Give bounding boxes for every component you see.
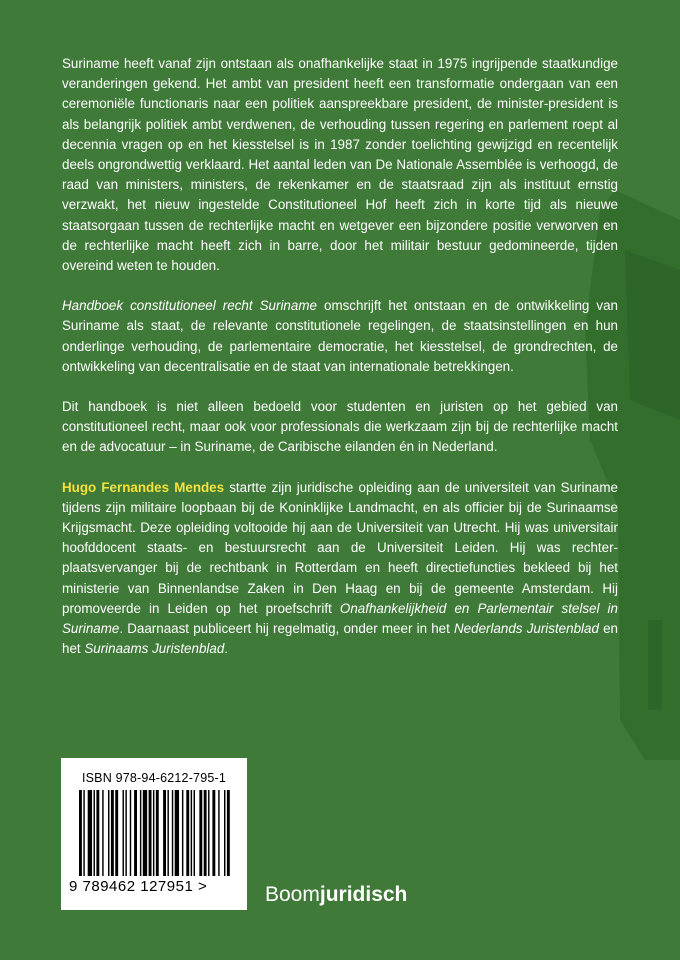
author-bio-paragraph (62, 478, 618, 660)
barcode-bar (204, 790, 207, 876)
barcode-bar (212, 790, 215, 876)
book-title: Handboek constitutioneel recht Suriname (62, 298, 317, 314)
barcode-bar (115, 790, 118, 876)
thesis-title: Onafhankelijkheid en Parlementair stelsel in Suriname (62, 600, 618, 637)
barcode-bar (167, 790, 168, 876)
barcode-bar (182, 790, 183, 876)
barcode-bar (175, 790, 179, 876)
bio-text-c: en het (62, 621, 618, 657)
barcode-bar (191, 790, 192, 876)
barcode-image (77, 790, 235, 880)
isbn-label: ISBN 978-94-6212-795-1 (81, 771, 227, 785)
barcode-bar (96, 790, 99, 876)
ean-digits: 9 789462 127951 > (69, 878, 208, 895)
barcode-bar (218, 790, 219, 876)
barcode-bar (83, 790, 84, 876)
barcode-bar (172, 790, 173, 876)
author-name: Hugo Fernandes Mendes (62, 479, 225, 495)
audience-paragraph: Dit handboek is niet alleen bedoeld voor studenten en juristen op het gebied van constitutioneel recht, maar ook voor professionals die werkzaam zijn bij de rechterlijke macht en de advocatuur – in Suriname, de Caribische eilanden én in Nederland. (62, 399, 618, 455)
barcode-bar (102, 790, 103, 876)
bio-text-a: startte zijn juridische opleiding aan de universiteit van Suriname tijdens zijn militaire loopbaan bij de Koninklijke Landmacht, en als officier bij de Surinaamse Krijgsmacht. Deze opleiding voltooide hij aan de Universiteit van Utrecht. Hij was universitair hoofddocent staats- en bestuursrecht aan de Universiteit Leiden. Hij was rechter-plaatsvervanger bij de rechtbank in Rotterdam en heeft directiefuncties bekleed bij het ministerie van Binnenlandse Zaken in Den Haag en bij de gemeente Amsterdam. Hij promoveerde in Leiden op het proefschrift (62, 479, 618, 616)
barcode-bar (199, 790, 202, 876)
barcode-bar (186, 790, 189, 876)
barcode-bar (153, 790, 154, 876)
publisher-brand: Boom (265, 883, 320, 906)
publisher-imprint: juridisch (319, 883, 408, 906)
barcode-bar (194, 790, 195, 876)
barcode-bar (227, 790, 230, 876)
publisher-logo (265, 883, 407, 907)
barcode-bar (224, 790, 225, 876)
book-description-paragraph (62, 296, 618, 377)
barcode-bar (108, 790, 109, 876)
barcode-bar (163, 790, 166, 876)
barcode-bar (208, 790, 209, 876)
journal-name-2: Surinaams Juristenblad (84, 641, 225, 657)
back-cover-text (62, 54, 618, 679)
description-text: omschrijft het ontstaan en de ontwikkeling van Suriname als staat, de relevante constitutionele regelingen, de staatsinstellingen en hun onderlinge verhouding, de parlementaire democratie, het kiesstelsel, de grondrechten, de ontwikkeling van decentralisatie en de staat van internationale betrekkingen. (62, 298, 618, 374)
barcode-bar (143, 790, 147, 876)
barcode-bar (123, 790, 124, 876)
barcode-bar (134, 790, 137, 876)
barcode-bar (156, 790, 159, 876)
intro-paragraph: Suriname heeft vanaf zijn ontstaan als onafhankelijke staat in 1975 ingrijpende staatkundige veranderingen gekend. Het ambt van president heeft een transformatie ondergaan van een ceremoniële functionaris naar een politiek aanspreekbare president, de minister-president is als belangrijk politiek ambt verdwenen, de verhouding tussen regering en parlement roept al decennia vragen op en het kiesstelsel is in 1987 zonder toelichting gewijzigd en recentelijk deels ongrondwettig verklaard. Het aantal leden van De Nationale Assemblée is verhoogd, de raad van ministers, ministers, de rekenkamer en de staatsraad zijn als instituut ernstig verzwakt, het nieuw ingestelde Constitutioneel Hof heeft zich in korte tijd als nieuwe staatsorgaan tussen de rechterlijke macht en wetgever een bijzondere positie verworven en de rechterlijke macht heeft zich in barre, door het militair bestuur gedomineerde, tijden overeind weten te houden. (62, 56, 618, 274)
barcode-bar (140, 790, 141, 876)
barcode-bar (79, 790, 82, 876)
barcode-bar (94, 790, 95, 876)
barcode-bar (130, 790, 131, 876)
bio-text-end: . (224, 641, 229, 657)
barcode-box (61, 758, 247, 910)
barcode-bar (88, 790, 92, 876)
barcode-bar (149, 790, 152, 876)
bio-text-b: . Daarnaast publiceert hij regelmatig, onder meer in het (119, 621, 455, 637)
barcode-bar (125, 790, 126, 876)
barcode-bar (111, 790, 114, 876)
journal-name-1: Nederlands Juristenblad (454, 621, 599, 637)
